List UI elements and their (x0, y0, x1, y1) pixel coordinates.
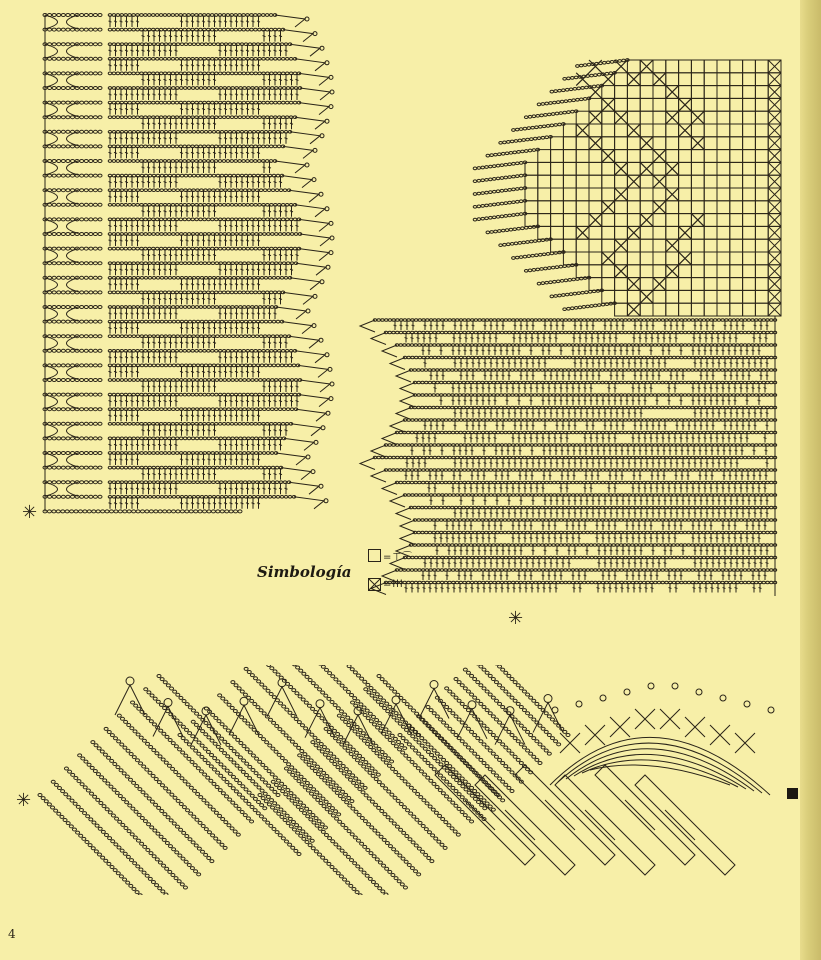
left-start-marker: ✳ (22, 502, 38, 523)
open-mesh-equation: =⊤⌒ (383, 552, 414, 563)
legend-title: Simbología (257, 563, 352, 581)
right-start-marker: ✳ (508, 608, 524, 629)
filled-mesh-square-icon (368, 578, 381, 591)
filled-mesh-equation: =ƚƚƚ (383, 579, 404, 590)
page-number: 4 (8, 927, 16, 941)
left-edging-chart (20, 5, 360, 525)
end-marker-square (787, 788, 798, 799)
legend-open-mesh (368, 548, 413, 563)
legend-filled-mesh (368, 578, 404, 591)
bottom-zigzag-chart (30, 665, 790, 895)
right-filet-chart (355, 55, 785, 615)
bottom-start-marker: ✳ (16, 790, 32, 811)
open-mesh-square-icon (368, 549, 381, 562)
page-binding (800, 0, 821, 960)
